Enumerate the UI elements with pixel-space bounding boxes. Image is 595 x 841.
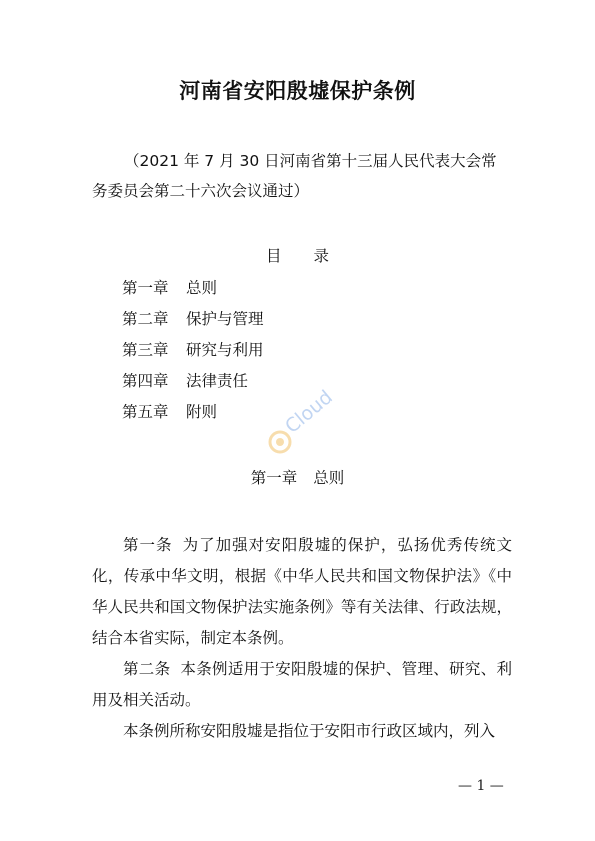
article-text: 本条例适用于安阳殷墟的保护、管理、研究、利用及相关活动。 [92, 660, 512, 709]
page-number: — 1 — [458, 778, 504, 794]
toc-chapter-title: 附则 [186, 403, 218, 421]
toc-chapter-title: 保护与管理 [186, 310, 264, 328]
chapter-title: 总则 [313, 469, 345, 487]
cloud-logo-icon [258, 378, 348, 468]
toc-heading-left: 目 [265, 247, 282, 265]
article-number: 第二条 [123, 660, 171, 678]
toc-heading-right: 录 [313, 247, 330, 265]
body-text [92, 530, 512, 747]
table-of-contents [122, 273, 264, 428]
toc-chapter-number: 第五章 [122, 403, 169, 421]
toc-chapter-number: 第四章 [122, 372, 169, 390]
toc-heading [0, 244, 595, 266]
toc-item [122, 273, 264, 304]
toc-chapter-number: 第二章 [122, 310, 169, 328]
document-title: 河南省安阳殷墟保护条例 [179, 79, 416, 103]
article-text: 本条例所称安阳殷墟是指位于安阳市行政区域内，列入 [123, 722, 496, 740]
adoption-note: （2021 年 7 月 30 日河南省第十三届人民代表大会常务委员会第二十六次会议通过） [92, 152, 497, 200]
article-paragraph [92, 654, 512, 716]
toc-item [122, 335, 264, 366]
article-paragraph [92, 530, 512, 654]
toc-item [122, 397, 264, 428]
toc-item [122, 304, 264, 335]
chapter-one-heading [0, 466, 595, 488]
chapter-number: 第一章 [250, 469, 298, 487]
watermark-text: Cloud [281, 386, 337, 438]
toc-chapter-title: 法律责任 [186, 372, 249, 390]
article-paragraph [92, 716, 512, 747]
article-number: 第一条 [123, 536, 173, 554]
toc-chapter-title: 总则 [186, 279, 218, 297]
toc-chapter-title: 研究与利用 [186, 341, 264, 359]
toc-item [122, 366, 264, 397]
article-text: 为了加强对安阳殷墟的保护，弘扬优秀传统文化，传承中华文明，根据《中华人民共和国文物保护法》《中华人民共和国文物保护法实施条例》等有关法律、行政法规，结合本省实际，制定本条例。 [92, 536, 512, 647]
toc-chapter-number: 第一章 [122, 279, 169, 297]
toc-chapter-number: 第三章 [122, 341, 169, 359]
